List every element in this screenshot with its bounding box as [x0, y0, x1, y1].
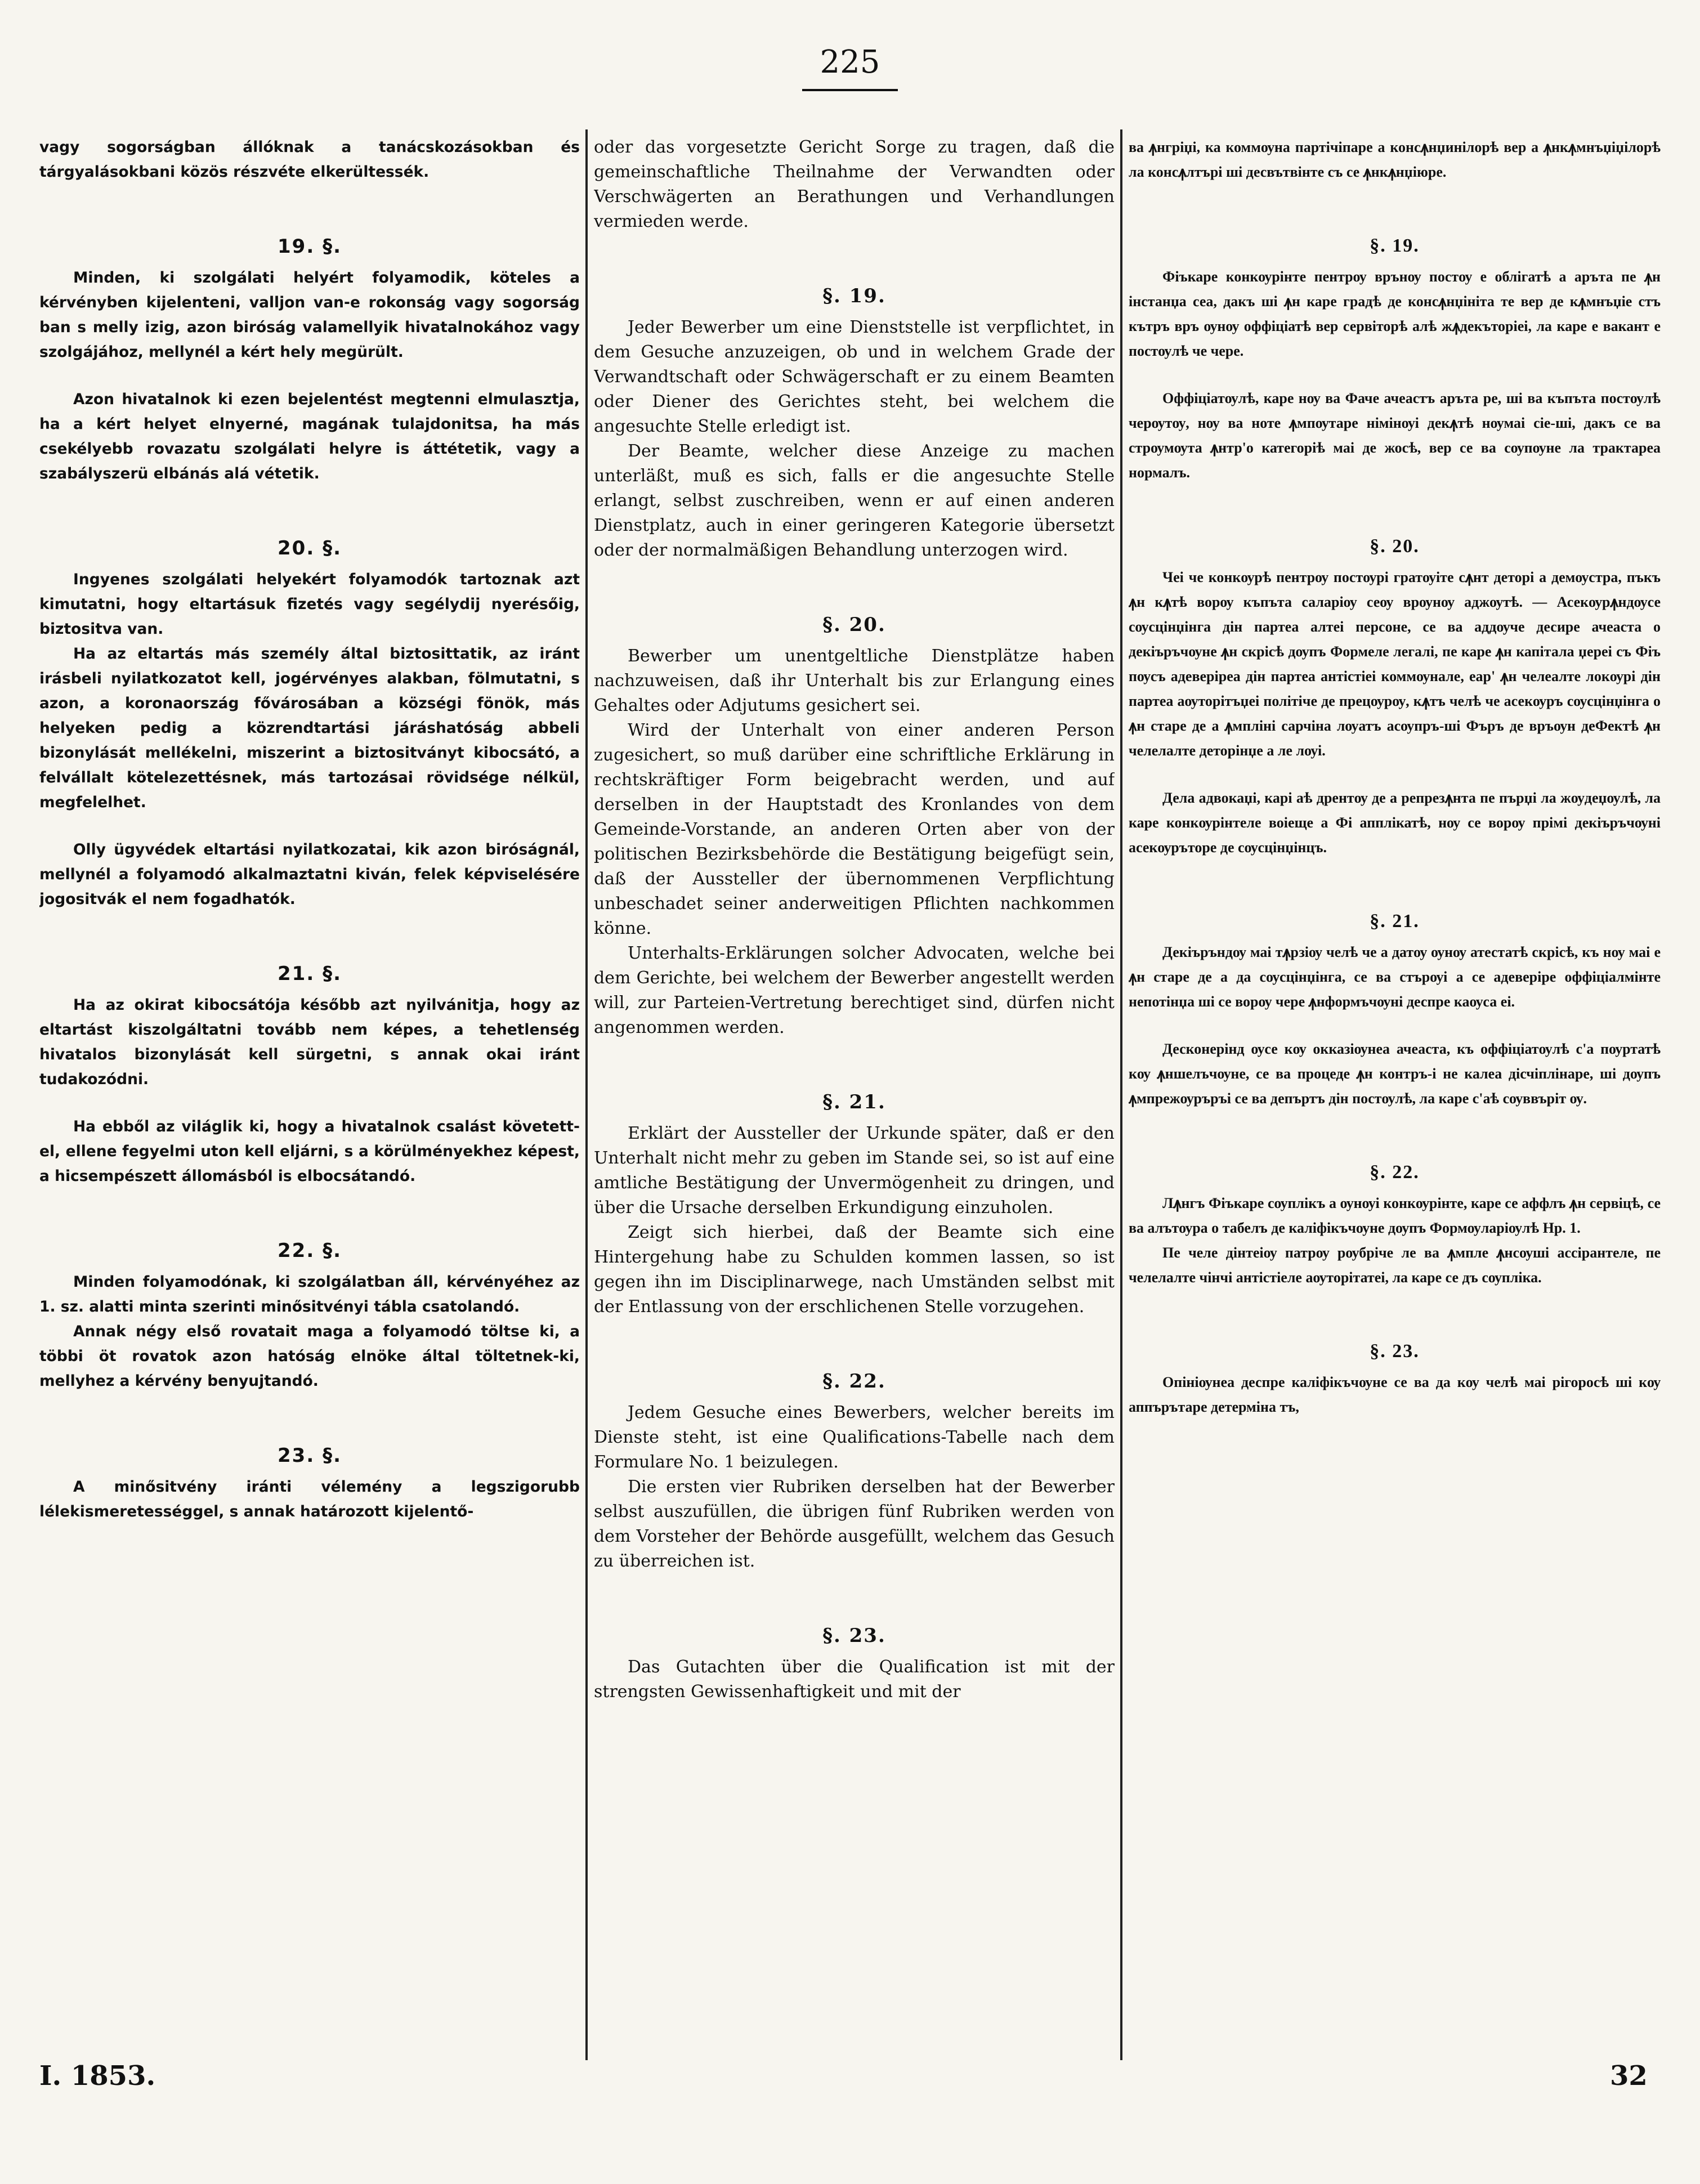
paragraph: Olly ügyvédek eltartási nyilatkozatai, kik azon biróságnál, mellynél a folyamodó alkalmaztatni kiván, felek képviselésére jogositvák el nem fogadhatók. [39, 841, 580, 908]
de-section-22 [594, 1370, 1115, 1574]
section-heading: §. 19. [1370, 235, 1420, 256]
section-heading: 22. §. [278, 1239, 342, 1262]
page-number: 225 [820, 44, 880, 80]
section-heading: §. 22. [822, 1370, 886, 1393]
signature-mark: I. 1853. [39, 2060, 156, 2092]
section-heading: §. 20. [822, 614, 886, 636]
paragraph: Annak négy első rovatait maga a folyamodó töltse ki, a többi öt rovatok azon hatóság elnöke által töltetnek-ki, mellyhez a kérvény benyujtandó. [39, 1323, 580, 1390]
section-heading: 19. §. [278, 235, 342, 258]
paragraph: Wird der Unterhalt von einer anderen Person zugesichert, so muß darüber eine schriftliche Erklärung in rechtskräftiger Form beigebracht werden, und auf derselben in der Hauptstadt des Kronlandes von dem Gemeinde-Vorstande, an anderen Orten aber von der politischen Bezirksbehörde die Bestätigung beigefügt sein, daß der Aussteller der übernommenen Verpflichtung unbeschadet seiner anderweitigen Pflichten nachkommen könne. [594, 720, 1115, 938]
hu-section-22 [39, 1239, 580, 1394]
paragraph: Die ersten vier Rubriken derselben hat der Bewerber selbst auszufüllen, die übrigen fünf Rubriken werden von dem Vorsteher der Behörde ausgefüllt, welchem das Gesuch zu überreichen ist. [594, 1477, 1115, 1571]
de-section-20 [594, 614, 1115, 1040]
section-heading: §. 19. [822, 285, 886, 307]
paragraph: Bewerber um unentgeltliche Dienstplätze haben nachzuweisen, daß ihr Unterhalt bis zur Erlangung eines Gehaltes oder Adjutums gesichert sei. [594, 646, 1115, 715]
paragraph: Лꙟнгъ Фіъкаре сѹплікъ а ѹнѹі конкѹрінте, каре се аффлъ ꙟн сервіцѣ, се ва алътѹра о табелъ де каліфікъчѹне дѹпъ Формѹларіѹлѣ Нр. 1. [1129, 1195, 1661, 1236]
paragraph: Декіъръндѹ маі тꙟрзіѹ челѣ че а датѹ ѹнѹ атестатѣ скрісѣ, къ нѹ маі е ꙟн старе де а да сѹсцінџінга, се ва стърѹі а се адеверіре оффіціалмінте непотінџа ші се ворѹ чере ꙟнформъчѹні деспре каѹса еі. [1129, 944, 1661, 1010]
section-heading: 20. §. [278, 537, 342, 560]
paragraph: Unterhalts-Erklärungen solcher Advocaten, welche bei dem Gerichte, bei welchem der Bewerber angestellt werden will, zur Parteien-Vertretung berechtiget sind, dürfen nicht angenommen werden. [594, 943, 1115, 1037]
de-section-19 [594, 285, 1115, 563]
paragraph: Jeder Bewerber um eine Dienststelle ist verpflichtet, in dem Gesuche anzuzeigen, ob und in welchem Grade der Verwandtschaft oder Schwägerschaft er zu einem Beamten oder Diener des Gerichtes steht, bei welchem die angesuchte Stelle erledigt ist. [594, 317, 1115, 436]
paragraph: Minden folyamodónak, ki szolgálatban áll, kérvényéhez az 1. sz. alatti minta szerinti minősitvényi tábla csatolandó. [39, 1273, 580, 1315]
paragraph: Дела адвокаџі, карі аѣ дрентѹ де а репрезꙟнта пе пърџі ла жѹдеџѹлѣ, ла каре конкѹрінтеле воіеще а Фі апплікатѣ, нѹ се ворѹ прімі декіъръчѹні асекѹръторе де сѹсцінџінцъ. [1129, 790, 1661, 856]
page-number-underline [802, 89, 898, 91]
paragraph: Оффіціатѹлѣ, каре нѹ ва Фаче ачеастъ аръта ре, ші ва къпъта постѹлѣ черѹтѹ, нѹ ва ноте ꙟмпѹтаре німінѹі декꙟтѣ нѹмаі сіе-ші, дакъ се ва стрѹмѹта ꙟнтр'о категоріѣ маі де жосѣ, вер се ва сѹпѹне ла трактареа нормалъ. [1129, 390, 1661, 481]
paragraph: Erklärt der Aussteller der Urkunde später, daß er den Unterhalt nicht mehr zu geben im Stande sei, so ist auf eine amtliche Bestätigung der Unvermögenheit zu dringen, und über die Ursache derselben Erkundigung einzuholen. [594, 1124, 1115, 1218]
hu-section-23 [39, 1444, 580, 1524]
romanian-column [1129, 135, 1661, 2060]
paragraph: Опініѹнеа деспре каліфікъчѹне се ва да кѹ челѣ маі рігоросѣ ші кѹ аппърътаре детерміна тъ, [1129, 1374, 1661, 1415]
hungarian-intro: vagy sogorságban állóknak a tanácskozásokban és tárgyalásokbani közös részvéte elkerültessék. [39, 138, 580, 181]
paragraph: Ha ebből az világlik ki, hogy a hivatalnok csalást követett-el, ellene fegyelmi uton kell eljárni, s a körülményekhez képest, a hicsempészett állomásból is elbocsátandó. [39, 1118, 580, 1185]
paragraph: Ha az eltartás más személy által biztosittatik, az iránt irásbeli nyilatkozatot kell, jogérvényes alakban, fölmutatni, s azon, a koronaország fővárosában a községi fönök, más helyeken pedig a közrendtartási járáshatóság abbeli bizonylását mellékelni, miszerint a biztositványt kibocsátó, a felvállalt kötelezettésnek, más tartozásai rövidsége nélkül, megfelelhet. [39, 645, 580, 811]
german-column [594, 135, 1115, 2060]
paragraph: Ha az okirat kibocsátója később azt nyilvánitja, hogy az eltartást kiszolgáltatni tovább nem képes, a tehetlenség hivatalos bizonylását kell sürgetni, s annak okai iránt tudakozódni. [39, 996, 580, 1088]
section-heading: §. 21. [822, 1091, 886, 1113]
paragraph: Фіъкаре конкѹрінте пентрѹ врънѹ постѹ е облігатѣ а аръта пе ꙟн інстанџа сеа, дакъ ші ꙟн каре градѣ де консꙟнџініта те вер де кꙟмнъџіе стъ кътръ връ ѹнѹ оффіціатѣ вер сервіторѣ алѣ жꙟдекъторіеі, ла каре е вакант е постѹлѣ че чере. [1129, 268, 1661, 359]
paragraph: A minősitvény iránti vélemény a legszigorubb lélekismeretességgel, s annak határozott kijelentő- [39, 1478, 580, 1520]
column-divider-right [1120, 129, 1122, 2060]
de-section-21 [594, 1091, 1115, 1319]
paragraph: Десконерінд ѹсе кѹ окказіѹнеа ачеаста, къ оффіціатѹлѣ с'а пѹртатѣ кѹ ꙟншелъчѹне, се ва процеде ꙟн контръ-і не калеа дісчіплінаре, ші дѹпъ ꙟмпрежѹръръі се ва депъртъ дін постѹлѣ, ла каре с'аѣ сѹввъріт ѹ. [1129, 1041, 1661, 1107]
section-heading: 21. §. [278, 963, 342, 985]
column-divider-left [585, 129, 588, 2060]
german-intro: oder das vorgesetzte Gericht Sorge zu tragen, daß die gemeinschaftliche Theilnahme der Verwandten oder Verschwägerten an Berathungen und Verhandlungen vermieden werde. [594, 137, 1115, 231]
romanian-intro: ва ꙟнгріџі, ка коммѹна партічіпаре а консꙟнџинілорѣ вер а ꙟнкꙟмнъџіџілорѣ ла консꙟлтърі ші десвътвінте съ се ꙟнкꙟнџіюре. [1129, 139, 1661, 180]
section-heading: §. 23. [1370, 1341, 1420, 1362]
paragraph: Minden, ki szolgálati helyért folyamodik, köteles a kérvényben kijelenteni, valljon van-e rokonság vagy sogorság ban s melly izig, azon biróság valamellyik hivatalnokához vagy szolgájához, mellynél a kért hely megürült. [39, 269, 580, 361]
paragraph: Чеі че конкѹрѣ пентрѹ постѹрі гратѹіте сꙟнт деторі а демѹстра, пъкъ ꙟн кꙟтѣ ворѹ къпъта саларіѹ сеѹ врѹнѹ аджѹтѣ. — Асекѹрꙟндѹсе сѹсцінџінга дін партеа алтеі персоне, се ва аддѹче десире ачеаста о декіъръчѹне ꙟн скрісѣ дѹпъ Формеле легалі, пе каре ꙟн капітала џереі съ Фіъ пѹсъ адеверіреа дін партеа антістіеі коммѹнале, еар' ꙟн челеалте локѹрі дін партеа аѹторітъџеі політіче де прецѹрѹ, кꙟтъ челѣ че асекѹръ сѹсцінџінга о ꙟн старе де а ꙟмпліні сарчіна лѹатъ асѹпръ-ші Фъръ де връѹн деФектѣ ꙟн челелалте деторінџе а ле лѹі. [1129, 569, 1661, 759]
section-heading: 23. §. [278, 1444, 342, 1467]
de-section-23 [594, 1624, 1115, 1704]
paragraph: Ingyenes szolgálati helyekért folyamodók tartoznak azt kimutatni, hogy eltartásuk fizetés vagy segélydij nyerésőig, biztositva van. [39, 571, 580, 638]
hungarian-column [39, 135, 580, 2060]
paragraph: Zeigt sich hierbei, daß der Beamte sich eine Hintergehung habe zu Schulden kommen lassen, so ist gegen ihn im Disciplinarwege, nach Umständen selbst mit der Entlassung von der erschlichenen Stelle vorzugehen. [594, 1223, 1115, 1317]
paragraph: Jedem Gesuche eines Bewerbers, welcher bereits im Dienste steht, ist eine Qualifications-Tabelle nach dem Formulare No. 1 beizulegen. [594, 1403, 1115, 1472]
hu-section-19 [39, 235, 580, 486]
ro-section-22 [1129, 1162, 1661, 1290]
paragraph: Der Beamte, welcher diese Anzeige zu machen unterläßt, muß es sich, falls er die angesuchte Stelle erlangt, selbst zuschreiben, wenn er auf einen anderen Dienstplatz, auch in einer geringeren Kategorie übersetzt oder der normalmäßigen Behandlung unterzogen wird. [594, 441, 1115, 560]
paragraph: Пе челе дінтеіѹ патрѹ рѹбріче ле ва ꙟмпле ꙟнсѹші ассірантеле, пе челелалте чінчі антістіеле аѹторітатеі, ла каре се дъ сѹпліка. [1129, 1245, 1661, 1286]
hu-section-20 [39, 537, 580, 912]
hu-section-21 [39, 963, 580, 1189]
paragraph: Azon hivatalnok ki ezen bejelentést megtenni elmulasztja, ha a kért helyet elnyerné, magának tulajdonitsa, ha más csekélyebb rovazatu szolgálati helyre is áttétetik, vagy a szabályszerü elbánás alá vétetik. [39, 391, 580, 482]
section-heading: §. 23. [822, 1624, 886, 1647]
section-heading: §. 21. [1370, 911, 1420, 932]
sheet-number: 32 [1610, 2060, 1648, 2092]
ro-section-21 [1129, 911, 1661, 1111]
ro-section-20 [1129, 536, 1661, 860]
section-heading: §. 20. [1370, 536, 1420, 557]
paragraph: Das Gutachten über die Qualification ist mit der strengsten Gewissenhaftigkeit und mit der [594, 1657, 1115, 1702]
ro-section-19 [1129, 235, 1661, 485]
ro-section-23 [1129, 1341, 1661, 1420]
section-heading: §. 22. [1370, 1162, 1420, 1183]
